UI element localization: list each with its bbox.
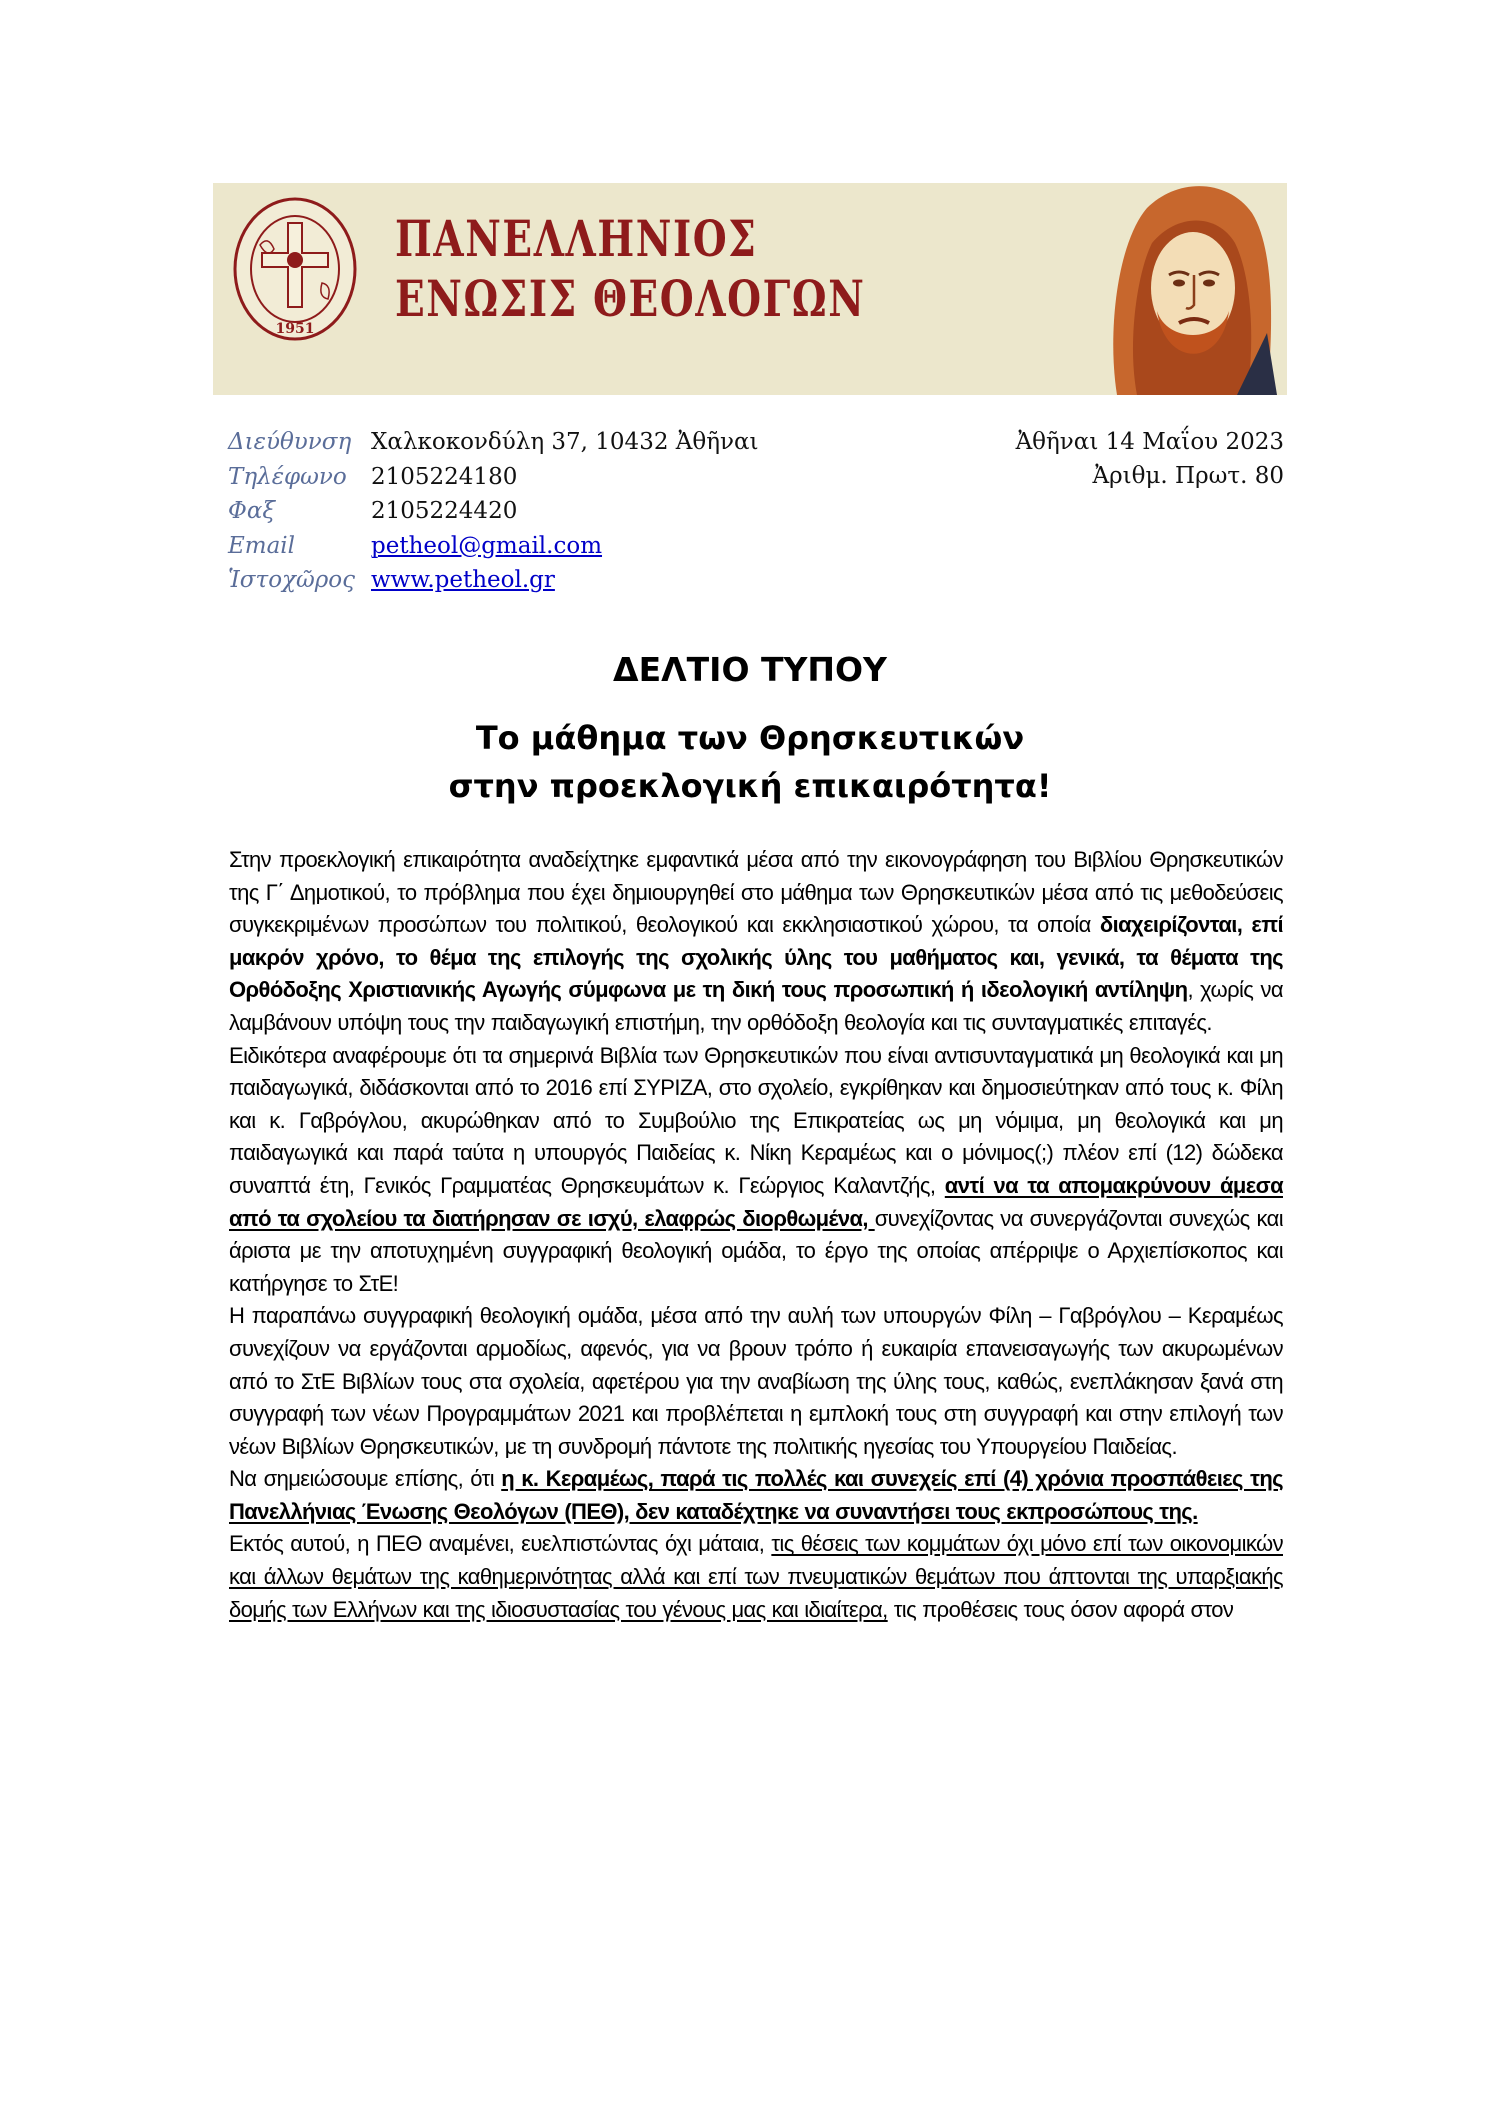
website-label: Ἱστοχῶρος	[228, 567, 355, 593]
fax-label: Φαξ	[228, 498, 276, 524]
contact-row-phone	[228, 460, 759, 495]
seal-logo-icon	[230, 193, 360, 345]
org-name-line2: ΕΝΩΣΙΣ ΘΕΟΛΟΓΩΝ	[395, 269, 866, 328]
document-date: Ἀθῆναι 14 Μαΐου 2023	[1015, 429, 1284, 455]
contact-row-website	[228, 563, 759, 598]
paragraph-2: Ειδικότερα αναφέρουμε ότι τα σημερινά Βιβλία των Θρησκευτικών που είναι αντισυνταγματικά μη θεολογικά και μη παιδαγωγικά, διδάσκονται από το 2016 επί ΣΥΡΙΖΑ, στο σχολείο, εγκρίθηκαν και δημοσιεύτηκαν από τους κ. Φίλη και κ. Γαβρόγλου, ακυρώθηκαν από το Συμβούλιο της Επικρατείας ως μη νόμιμα, μη θεολογικά και μη παιδαγωγικά και παρά ταύτα η υπουργός Παιδείας κ. Νίκη Κεραμέως και ο μόνιμος(;) πλέον επί (12) δώδεκα συναπτά έτη, Γενικός Γραμματέας Θρησκευμάτων κ. Γεώργιος Καλαντζής, αντί να τα απομακρύνουν άμεσα από τα σχολείου τα διατήρησαν σε ισχύ, ελαφρώς διορθωμένα, συνεχίζοντας να συνεργάζονται συνεχώς και άριστα με την αποτυχημένη συγγραφική θεολογική ομάδα, το έργο της οποίας απέρριψε ο Αρχιεπίσκοπος και κατήργησε το ΣτΕ!	[229, 1042, 1283, 1296]
phone-label: Τηλέφωνο	[228, 463, 347, 490]
protocol-number: Ἀριθμ. Πρωτ. 80	[1092, 463, 1284, 489]
paragraph-1: Στην προεκλογική επικαιρότητα αναδείχτηκε εμφαντικά μέσα από την εικονογράφηση του Βιβλίου Θρησκευτικών της Γ΄ Δημοτικού, το πρόβλημα που έχει δημιουργηθεί στο μάθημα των Θρησκευτικών μέσα από τις μεθοδεύσεις συγκεκριμένων προσώπων του πολιτικού, θεολογικού και εκκλησιαστικού χώρου, τα οποία διαχειρίζονται, επί μακρόν χρόνο, το θέμα της επιλογής της σχολικής ύλης του μαθήματος και, γενικά, τα θέματα της Ορθόδοξης Χριστιανικής Αγωγής σύμφωνα με τη δική τους προσωπική ή ιδεολογική αντίληψη, χωρίς να λαμβάνουν υπόψη τους την παιδαγωγική επιστήμη, την ορθόδοξη θεολογία και τις συνταγματικές επιταγές.	[229, 847, 1283, 1035]
date-protocol-block	[1016, 425, 1284, 493]
address-value: Χαλκοκονδύλη 37, 10432 Ἀθῆναι	[371, 429, 759, 455]
emphasis-text: διαχειρίζονται, επί μακρόν χρόνο, το θέμα της επιλογής της σχολικής ύλης του μαθήματος και, γενικά, τα θέματα της Ορθόδοξης Χριστιανικής Αγωγής σύμφωνα με τη δική τους προσωπική ή ιδεολογική αντίληψη	[229, 912, 1283, 1003]
emphasis-text: τις θέσεις των κομμάτων όχι μόνο επί των οικονομικών και άλλων θεμάτων της καθημερινότητας αλλά και επί των πνευματικών θεμάτων που άπτονται της υπαρξιακής δομής των Ελλήνων και της ιδιοσυστασίας του γένους μας και ιδιαίτερα,	[229, 1531, 1283, 1622]
address-label: Διεύθυνση	[228, 429, 352, 455]
phone-value: 2105224180	[371, 463, 518, 490]
contact-row-email	[228, 529, 759, 564]
org-name-line1: ΠΑΝΕΛΛΗΝΙΟΣ	[395, 209, 758, 268]
svg-text:1951: 1951	[275, 321, 315, 337]
letterhead-banner	[213, 183, 1287, 395]
paragraph-4: Να σημειώσουμε επίσης, ότι η κ. Κεραμέως, παρά τις πολλές και συνεχείς επί (4) χρόνια προσπάθειες της Πανελλήνιας Ένωσης Θεολόγων (ΠΕΘ), δεν καταδέχτηκε να συναντήσει τους εκπροσώπους της.	[229, 1466, 1283, 1524]
document-headings	[0, 648, 1500, 810]
contact-info	[228, 425, 759, 598]
paragraph-5: Εκτός αυτού, η ΠΕΘ αναμένει, ευελπιστώντας όχι μάταια, τις θέσεις των κομμάτων όχι μόνο επί των οικονομικών και άλλων θεμάτων της καθημερινότητας αλλά και επί των πνευματικών θεμάτων που άπτονται της υπαρξιακής δομής των Ελλήνων και της ιδιοσυστασίας του γένους μας και ιδιαίτερα, τις προθέσεις τους όσον αφορά στον	[229, 1531, 1283, 1622]
email-link[interactable]: petheol@gmail.com	[371, 532, 603, 559]
website-link[interactable]: www.petheol.gr	[371, 567, 555, 593]
press-release-heading: ΔΕΛΤΙΟ ΤΥΠΟΥ	[613, 650, 887, 689]
fax-value: 2105224420	[371, 498, 518, 524]
title-line-1: Το μάθημα των Θρησκευτικών	[475, 719, 1025, 757]
press-release-body	[229, 844, 1283, 1626]
emphasis-text: η κ. Κεραμέως, παρά τις πολλές και συνεχείς επί (4) χρόνια προσπάθειες της Πανελλήνιας Ένωσης Θεολόγων (ΠΕΘ), δεν καταδέχτηκε να συναντήσει τους εκπροσώπους της.	[229, 1466, 1283, 1524]
organization-name	[395, 209, 865, 329]
paragraph-3: Η παραπάνω συγγραφική θεολογική ομάδα, μέσα από την αυλή των υπουργών Φίλη – Γαβρόγλου – Κεραμέως συνεχίζουν να εργάζονται αρμοδίως, αφενός, για να βρουν τρόπο ή ευκαιρία επανεισαγωγής των ακυρωμένων από το ΣτΕ Βιβλίων τους στα σχολεία, αφετέρου για την αναβίωση της ύλης τους, καθώς, ενεπλάκησαν ξανά στη συγγραφή των νέων Προγραμμάτων 2021 και προβλέπεται η εμπλοκή τους στη συγγραφή και στην επιλογή των νέων Βιβλίων Θρησκευτικών, με τη συνδρομή πάντοτε της πολιτικής ηγεσίας του Υπουργείου Παιδείας.	[229, 1303, 1283, 1459]
contact-row-address	[228, 425, 759, 460]
contact-row-fax	[228, 494, 759, 529]
title-line-2: στην προεκλογική επικαιρότητα!	[448, 767, 1052, 805]
email-label: Email	[228, 532, 296, 559]
emphasis-text: αντί να τα απομακρύνουν άμεσα από τα σχολείου τα διατήρησαν σε ισχύ, ελαφρώς διορθωμένα,	[229, 1172, 1283, 1231]
christ-icon-image	[1107, 183, 1277, 395]
